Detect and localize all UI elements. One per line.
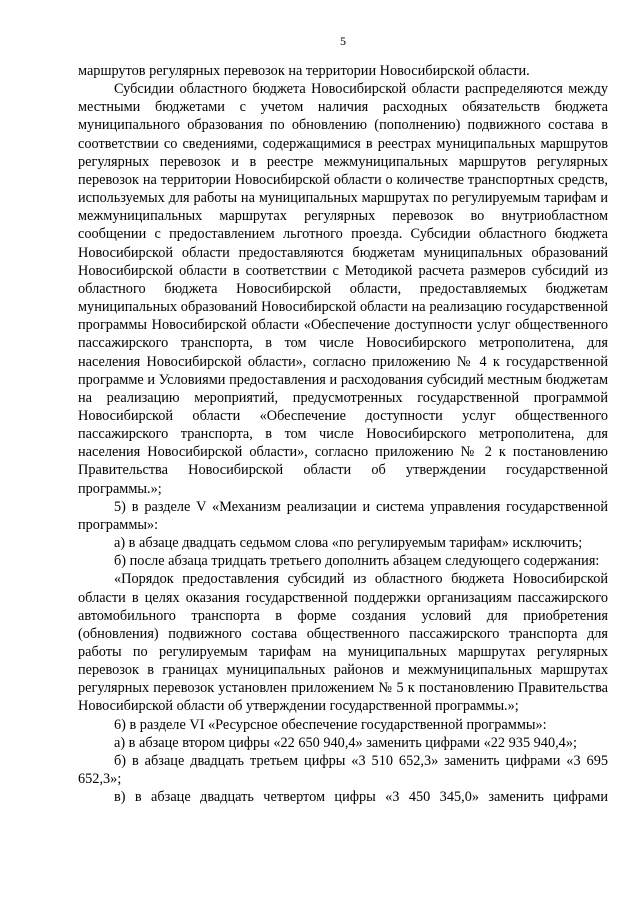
paragraph-item-6: 6) в разделе VI «Ресурсное обеспечение государственной программы»: [114,716,547,733]
paragraph-item-5b: б) после абзаца тридцать третьего дополнить абзацем следующего содержания: [114,553,600,570]
paragraph-subsidy-procedure: «Порядок предоставления субсидий из областного бюджета Новосибирской области в целях оказания государственной поддержки организациям пассажирского автомобильного транспорта в форме создания условий для приобретения (обновления) подвижного состава общественного пассажирского транспорта для работы по регулируемым тарифам на муниципальных маршрутах регулярных перевозок в границах муниципальных районов и межмуниципальных маршрутах регулярных перевозок установлен приложением № 5 к постановлению Правительства Новосибирской области об утверждении государственной программы.»; [78,571,608,715]
paragraph-subsidies-distribution: Субсидии областного бюджета Новосибирской области распределяются между местными бюджетами с учетом наличия расходных обязательств бюджета муниципального образования по обновлению (пополнению) подвижного состава в соответствии со сведениями, содержащимися в реестрах муниципальных маршрутов регулярных перевозок и в реестре межмуниципальных маршрутов регулярных перевозок на территории Новосибирской области о количестве транспортных средств, используемых для работы на муниципальных маршрутах по регулируемым тарифам и межмуниципальных маршрутах регулярных перевозок во внутриобластном сообщении с предоставлением льготного проезда. Субсидии областного бюджета Новосибирской области предоставляются бюджетам муниципальных образований Новосибирской области в соответствии с Методикой расчета размеров субсидий из областного бюджета Новосибирской области, предоставляемых бюджетам муниципальных образований Новосибирской области на реализацию государственной программы Новосибирской области «Обеспечение доступности услуг общественного пассажирского транспорта, в том числе Новосибирского метрополитена, для населения Новосибирской области», согласно приложению № 4 к государственной программе и Условиями предоставления и расходования субсидий местным бюджетам на реализацию мероприятий, предусмотренных государственной программой Новосибирской области «Обеспечение доступности услуг общественного пассажирского транспорта, в том числе Новосибирского метрополитена, для населения Новосибирской области», согласно приложению № 2 к постановлению Правительства Новосибирской области об утверждении государственной программы.»; [78,81,608,497]
paragraph-item-6a: а) в абзаце втором цифры «22 650 940,4» заменить цифрами «22 935 940,4»; [114,734,577,751]
document-page [78,34,608,806]
paragraph-item-5a: а) в абзаце двадцать седьмом слова «по регулируемым тарифам» исключить; [114,535,583,552]
page-number: 5 [340,34,346,48]
document-body [78,62,608,806]
paragraph-item-5: 5) в разделе V «Механизм реализации и система управления государственной программы»: [78,498,608,533]
paragraph-item-6c: в) в абзаце двадцать четвертом цифры «3 450 345,0» заменить цифрами [114,789,608,806]
paragraph-continuation: маршрутов регулярных перевозок на территории Новосибирской области. [78,63,530,79]
paragraph-item-6b: б) в абзаце двадцать третьем цифры «3 510 652,3» заменить цифрами «3 695 652,3»; [78,752,608,788]
